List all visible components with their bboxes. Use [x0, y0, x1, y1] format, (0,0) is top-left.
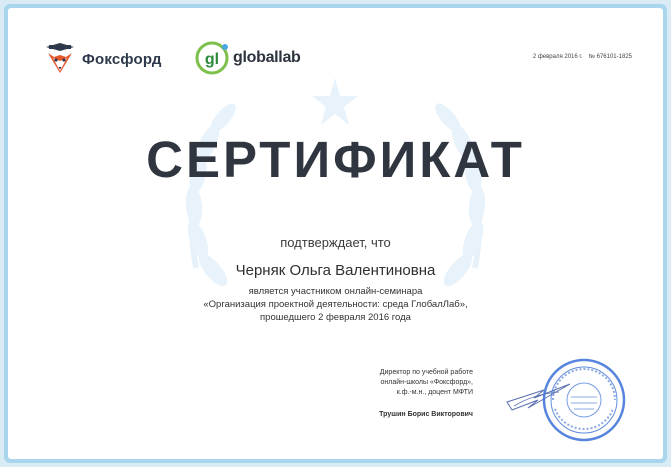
document-info — [533, 54, 632, 60]
globallab-logo-text: globallab — [233, 49, 301, 66]
signer-block — [379, 368, 473, 420]
official-stamp — [541, 357, 627, 443]
signer-name: Трушин Борис Викторович — [379, 411, 473, 418]
foxford-logo-text: Фоксфорд — [82, 50, 162, 68]
certificate-title: СЕРТИФИКАТ — [146, 131, 525, 188]
signer-title-line: онлайн-школы «Фоксфорд», — [380, 379, 473, 386]
certificate-body — [8, 285, 663, 324]
fox-icon — [44, 43, 76, 75]
foxford-logo — [44, 43, 162, 75]
certificate-number: № 676101-1825 — [588, 54, 632, 60]
body-line: «Организация проектной деятельности: среда ГлобалЛаб», — [203, 299, 468, 310]
issue-date: 2 февраля 2016 г. — [532, 54, 583, 60]
signer-title-line: Директор по учебной работе — [379, 369, 473, 376]
recipient-name: Черняк Ольга Валентиновна — [235, 262, 436, 279]
signer-title-line: к.ф.-м.н., доцент МФТИ — [396, 389, 473, 396]
globallab-logo — [194, 40, 301, 76]
globallab-icon — [194, 40, 232, 76]
body-line: является участником онлайн-семинара — [248, 286, 423, 297]
body-line: прошедшего 2 февраля 2016 года — [260, 312, 411, 323]
confirms-text: подтверждает, что — [280, 235, 391, 250]
certificate-sheet — [8, 8, 663, 459]
globallab-mark-text: gl — [204, 51, 220, 68]
